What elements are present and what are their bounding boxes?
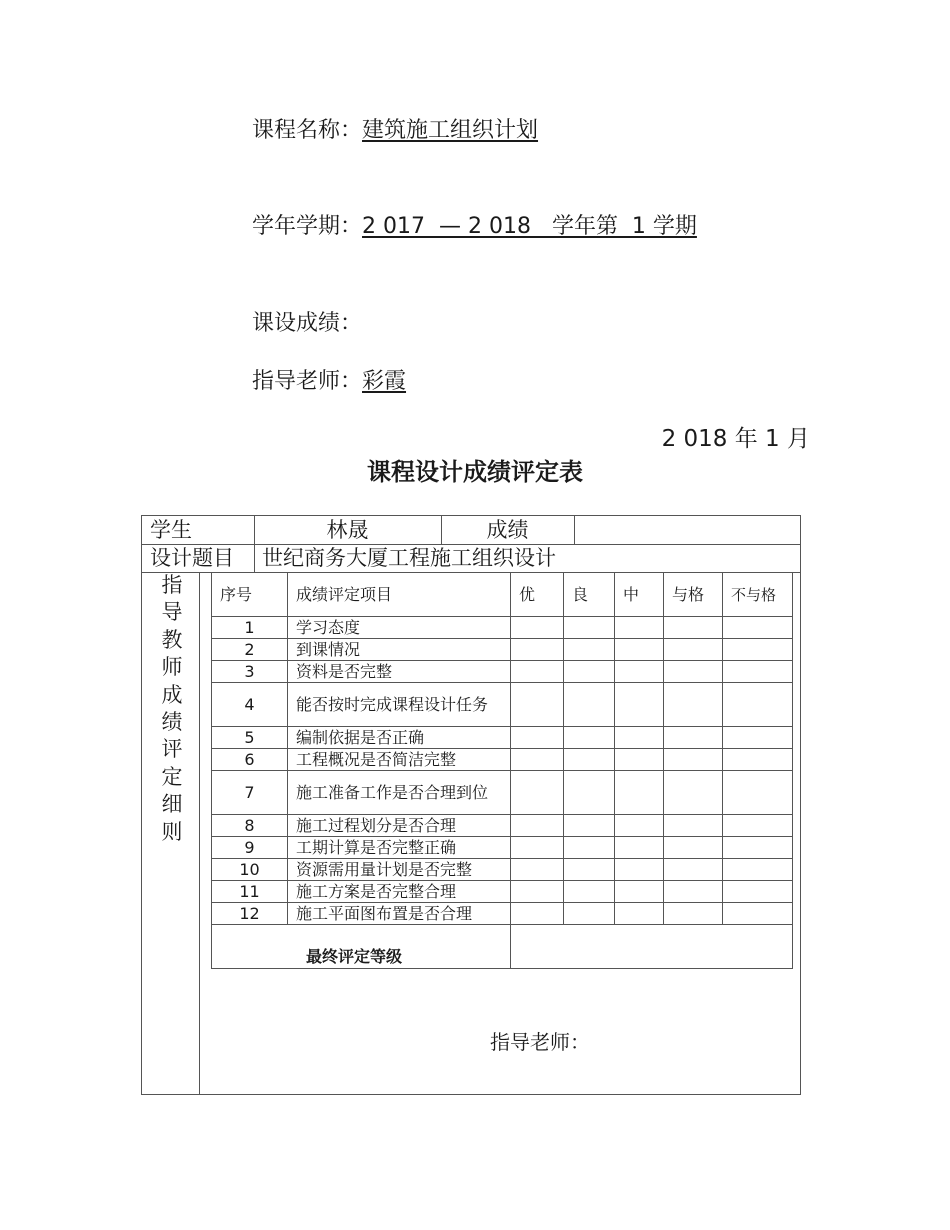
grade-cell[interactable]: [511, 661, 564, 683]
grade-cell[interactable]: [564, 815, 615, 837]
header-fail: 不与格: [723, 573, 793, 617]
student-name: 林晟: [326, 518, 369, 542]
table-row: [212, 749, 793, 771]
grade-cell[interactable]: [664, 881, 723, 903]
grade-cell[interactable]: [511, 683, 564, 727]
grade-cell[interactable]: [615, 815, 664, 837]
teacher-sign-label: 指导老师：: [490, 1030, 590, 1054]
header-excellent: 优: [511, 573, 564, 617]
row-num: 4: [212, 683, 288, 727]
grade-cell[interactable]: [564, 881, 615, 903]
table-row: [212, 639, 793, 661]
grade-cell[interactable]: [723, 617, 793, 639]
grade-cell[interactable]: [564, 749, 615, 771]
grade-cell[interactable]: [615, 771, 664, 815]
side-char: 评: [161, 737, 183, 762]
row-num: 7: [212, 771, 288, 815]
grade-cell[interactable]: [723, 661, 793, 683]
row-num: 6: [212, 749, 288, 771]
grade-cell[interactable]: [615, 749, 664, 771]
side-char: 师: [161, 655, 183, 680]
row-item: 资料是否完整: [288, 661, 511, 683]
final-grade-cell[interactable]: [511, 925, 793, 969]
grade-cell[interactable]: [564, 903, 615, 925]
grade-cell[interactable]: [723, 639, 793, 661]
course-value: 建筑施工组织计划: [362, 118, 539, 143]
grade-cell[interactable]: [615, 881, 664, 903]
side-label: [154, 572, 190, 846]
grade-cell[interactable]: [615, 837, 664, 859]
date: 2 018 年 1 月: [661, 426, 810, 452]
grade-cell[interactable]: [511, 727, 564, 749]
grade-cell[interactable]: [664, 771, 723, 815]
grade-cell[interactable]: [615, 903, 664, 925]
row-item: 施工过程划分是否合理: [288, 815, 511, 837]
grade-cell[interactable]: [723, 749, 793, 771]
side-char: 教: [161, 627, 183, 652]
grade-cell[interactable]: [511, 617, 564, 639]
row-item: 工程概况是否简洁完整: [288, 749, 511, 771]
table-row: [212, 837, 793, 859]
grade-cell[interactable]: [723, 727, 793, 749]
row-item: 施工准备工作是否合理到位: [288, 771, 511, 815]
grade-cell[interactable]: [511, 771, 564, 815]
row-item: 资源需用量计划是否完整: [288, 859, 511, 881]
criteria-table: [211, 572, 793, 969]
grade-cell[interactable]: [615, 683, 664, 727]
term-label: 学年学期：: [252, 214, 363, 239]
header-medium: 中: [615, 573, 664, 617]
student-label: 学生: [150, 518, 192, 542]
grade-cell[interactable]: [564, 617, 615, 639]
header-good: 良: [564, 573, 615, 617]
table-row: [212, 881, 793, 903]
grade-cell[interactable]: [615, 639, 664, 661]
side-char: 定: [161, 764, 183, 789]
grade-cell[interactable]: [511, 639, 564, 661]
row-num: 3: [212, 661, 288, 683]
grade-label: 课设成绩：: [252, 311, 363, 336]
score-label: 成绩: [486, 518, 529, 542]
grade-cell[interactable]: [564, 661, 615, 683]
table-row: [212, 815, 793, 837]
table-row: [212, 859, 793, 881]
row-item: 工期计算是否完整正确: [288, 837, 511, 859]
grade-cell[interactable]: [723, 771, 793, 815]
term-line: [252, 209, 697, 240]
grade-cell[interactable]: [615, 617, 664, 639]
table-row: [212, 771, 793, 815]
grade-cell[interactable]: [564, 727, 615, 749]
header-num: 序号: [212, 573, 288, 617]
header-item: 成绩评定项目: [288, 573, 511, 617]
table-header: [212, 573, 793, 617]
topic-value: 世纪商务大厦工程施工组织设计: [262, 546, 556, 570]
term-value: 2 017 — 2 018 学年第 1 学期: [362, 214, 697, 239]
course-label: 课程名称：: [252, 118, 363, 143]
header-pass: 与格: [664, 573, 723, 617]
grade-cell[interactable]: [564, 639, 615, 661]
grade-cell[interactable]: [664, 903, 723, 925]
row-num: 10: [212, 859, 288, 881]
grade-cell[interactable]: [723, 683, 793, 727]
teacher-label: 指导老师：: [252, 369, 363, 394]
grade-cell[interactable]: [511, 881, 564, 903]
row-num: 1: [212, 617, 288, 639]
teacher-value: 彩霞: [362, 369, 407, 394]
row-num: 5: [212, 727, 288, 749]
final-grade-label: 最终评定等级: [212, 925, 511, 969]
divider: [574, 516, 575, 544]
grade-cell[interactable]: [564, 771, 615, 815]
row-item: 施工方案是否完整合理: [288, 881, 511, 903]
table-row: [212, 683, 793, 727]
grade-cell[interactable]: [511, 815, 564, 837]
grade-cell[interactable]: [615, 661, 664, 683]
teacher-line: [252, 364, 406, 395]
form-title: 课程设计成绩评定表: [367, 458, 583, 486]
grade-cell[interactable]: [511, 749, 564, 771]
table-row: [212, 727, 793, 749]
side-char: 指: [161, 573, 183, 597]
grade-cell[interactable]: [564, 859, 615, 881]
final-row: [212, 925, 793, 969]
grade-cell[interactable]: [664, 815, 723, 837]
row-item: 学习态度: [288, 617, 511, 639]
grade-cell[interactable]: [664, 749, 723, 771]
side-char: 导: [161, 600, 183, 625]
grade-cell[interactable]: [564, 683, 615, 727]
side-char: 则: [161, 819, 183, 844]
grade-cell[interactable]: [664, 837, 723, 859]
table-row: [212, 617, 793, 639]
grade-cell[interactable]: [511, 903, 564, 925]
grade-cell[interactable]: [664, 683, 723, 727]
evaluation-form: [141, 515, 801, 1095]
grade-cell[interactable]: [511, 859, 564, 881]
table-row: [212, 661, 793, 683]
row-item: 能否按时完成课程设计任务: [288, 683, 511, 727]
topic-label: 设计题目: [150, 546, 234, 570]
grade-cell[interactable]: [723, 859, 793, 881]
row-num: 12: [212, 903, 288, 925]
grade-cell[interactable]: [615, 859, 664, 881]
row-num: 11: [212, 881, 288, 903]
row-item: 到课情况: [288, 639, 511, 661]
grade-line: [252, 306, 362, 337]
grade-cell[interactable]: [723, 837, 793, 859]
grade-cell[interactable]: [664, 639, 723, 661]
grade-cell[interactable]: [723, 903, 793, 925]
side-char: 成: [161, 682, 183, 707]
grade-cell[interactable]: [723, 815, 793, 837]
grade-cell[interactable]: [664, 617, 723, 639]
row-num: 2: [212, 639, 288, 661]
grade-cell[interactable]: [615, 727, 664, 749]
grade-cell[interactable]: [564, 837, 615, 859]
grade-cell[interactable]: [723, 881, 793, 903]
grade-cell[interactable]: [664, 727, 723, 749]
grade-cell[interactable]: [664, 661, 723, 683]
row-num: 8: [212, 815, 288, 837]
grade-cell[interactable]: [664, 859, 723, 881]
row-item: 施工平面图布置是否合理: [288, 903, 511, 925]
divider: [199, 572, 200, 1095]
side-char: 绩: [161, 710, 183, 735]
course-line: [252, 113, 538, 144]
grade-cell[interactable]: [511, 837, 564, 859]
row-item: 编制依据是否正确: [288, 727, 511, 749]
row-num: 9: [212, 837, 288, 859]
table-row: [212, 903, 793, 925]
side-char: 细: [161, 792, 183, 817]
divider: [254, 544, 255, 572]
